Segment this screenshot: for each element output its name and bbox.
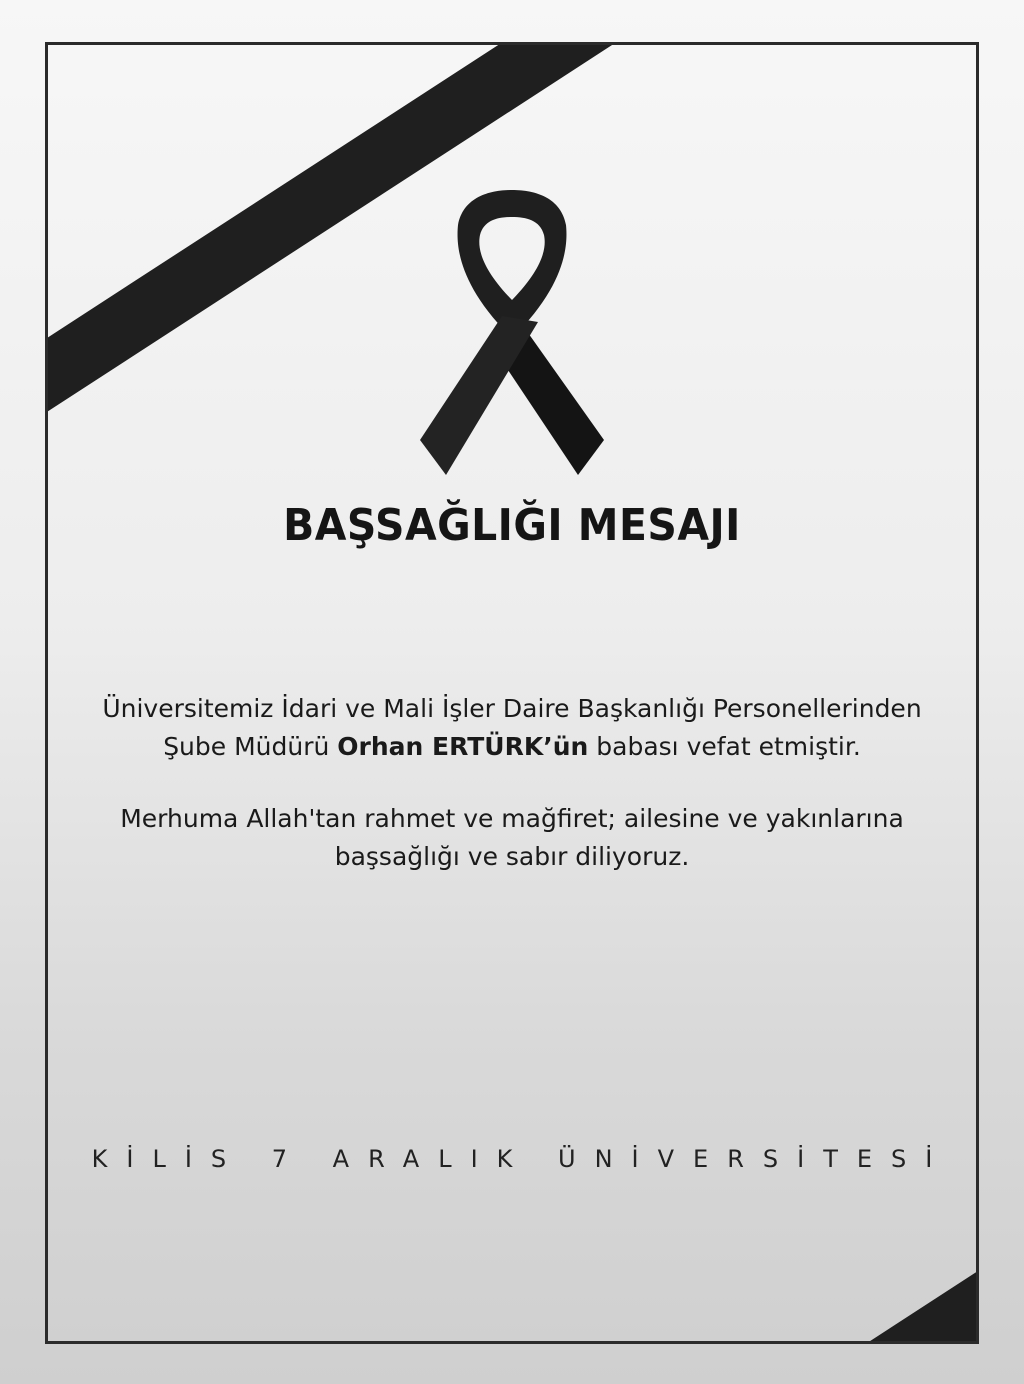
mourning-band-top-left xyxy=(45,42,732,457)
mourning-ribbon-icon xyxy=(418,190,606,480)
message-line-3: Merhuma Allah'tan rahmet ve mağfiret; ailesine ve yakınlarına xyxy=(120,804,904,833)
message-line-2-suffix: babası vefat etmiştir. xyxy=(588,732,861,761)
page-title: BAŞSAĞLIĞI MESAJI xyxy=(283,500,741,551)
deceased-relative-name: Orhan ERTÜRK’ün xyxy=(337,732,589,761)
message-paragraph-2 xyxy=(60,800,964,876)
message-line-2-prefix: Şube Müdürü xyxy=(163,732,338,761)
condolence-message xyxy=(60,690,964,876)
institution-name: KİLİS 7 ARALIK ÜNİVERSİTESİ xyxy=(91,1145,952,1173)
message-line-1: Üniversitemiz İdari ve Mali İşler Daire Başkanlığı Personellerinden xyxy=(102,694,922,723)
message-paragraph-1 xyxy=(60,690,964,766)
message-line-4: başsağlığı ve sabır diliyoruz. xyxy=(334,842,690,871)
